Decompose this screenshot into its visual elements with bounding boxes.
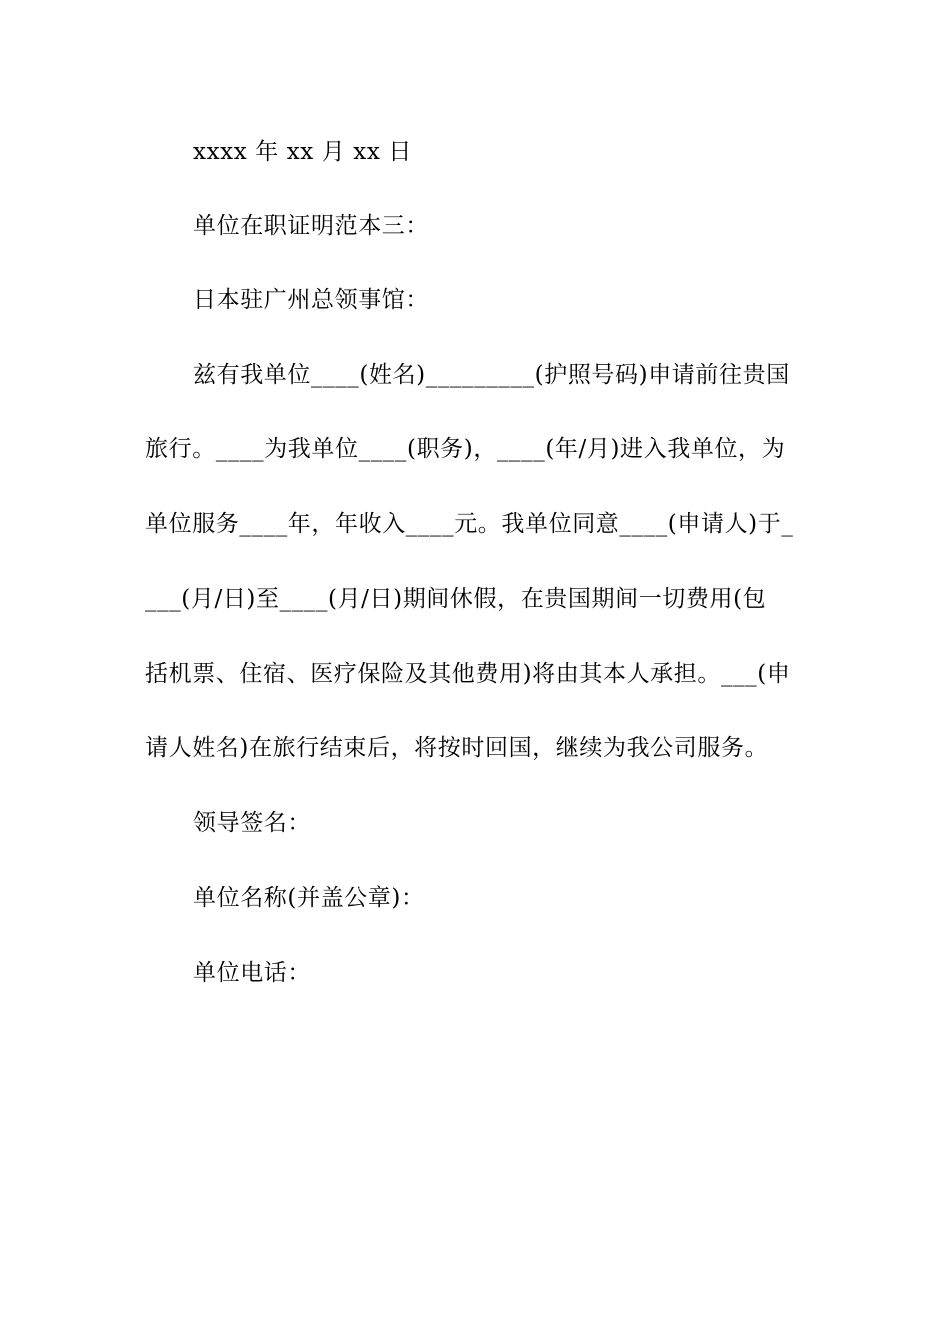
body-line: ___(月/日)至____(月/日)期间休假，在贵国期间一切费用(包 [145,586,767,612]
date-line: xxxx 年 xx 月 xx 日 [193,139,412,165]
addressee-line: 日本驻广州总领事馆： [193,287,429,313]
signature-label: 领导签名： [193,810,311,836]
document-heading: 单位在职证明范本三： [193,213,429,239]
unit-name-label: 单位名称(并盖公章)： [193,885,425,911]
body-line: 兹有我单位____(姓名)_________(护照号码)申请前往贵国 [193,362,790,388]
body-line: 旅行。____为我单位____(职务)，____(年/月)进入我单位，为 [145,436,786,462]
body-line: 单位服务____年，年收入____元。我单位同意____(申请人)于_ [145,511,794,537]
body-line: 括机票、住宿、医疗保险及其他费用)将由其本人承担。___(申 [145,661,791,687]
unit-phone-label: 单位电话： [193,960,311,986]
body-line: 请人姓名)在旅行结束后，将按时回国，继续为我公司服务。 [145,735,769,761]
